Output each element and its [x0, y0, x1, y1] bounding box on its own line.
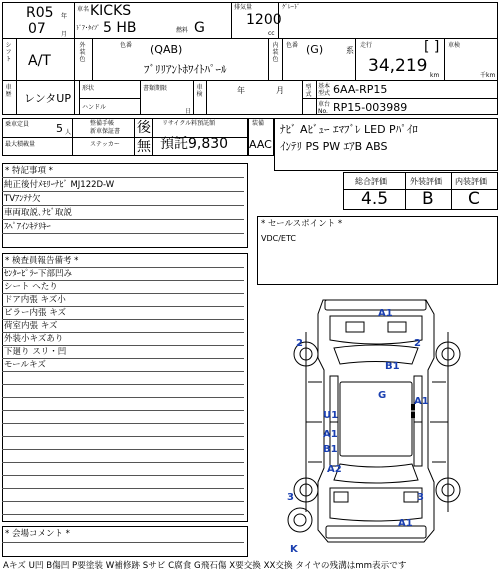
inspection-expiry-label: 車検 [196, 84, 203, 98]
damage-mark: B1 [385, 361, 400, 372]
damage-mark: K [290, 544, 298, 555]
damage-mark: 2 [296, 338, 303, 349]
model-label: 型式 [305, 84, 312, 98]
grade-label: ｸﾞﾚｰﾄﾞ [282, 4, 301, 11]
damage-mark: G [378, 390, 387, 401]
damage-mark: 2 [414, 338, 421, 349]
year-unit: 年 [61, 13, 68, 20]
model-code: 6AA-RP15 [333, 83, 388, 96]
aircon: AAC [249, 138, 272, 151]
inspection-unit: 千km [480, 72, 496, 79]
none-label: 無 [137, 139, 151, 155]
inspector-note-line: 下廻り スリ・凹 [4, 347, 67, 357]
month: 07 [28, 21, 46, 37]
damage-mark: 3 [417, 492, 424, 503]
inspector-note-line: 外装小キズあり [4, 334, 64, 344]
damage-legend: Aキズ U凹 B傷凹 P要塗装 W補修跡 Sサビ C腐食 G飛石傷 X要交換 XX交換 タイヤの残溝はmm表示です [3, 561, 407, 571]
damage-mark: A1 [378, 308, 393, 319]
sales-points-text: VDC/ETC [261, 234, 296, 243]
damage-mark: A2 [327, 464, 342, 475]
equipment-line-1: ﾅﾋﾞ Aﾋﾞｭｰ ｴﾏﾌﾞﾚ LED Pﾊﾟｲﾛ [280, 123, 418, 136]
damage-mark: B1 [323, 444, 338, 455]
steering-label: ハンドル [82, 104, 107, 111]
damage-mark: U1 [323, 410, 339, 421]
damage-mark: A1 [398, 518, 413, 529]
shape-label: 形状 [82, 85, 95, 92]
interior-color-label: 内装色 [272, 42, 279, 63]
special-note-line: 車両取説､ﾅﾋﾞ取説 [4, 208, 73, 218]
inspector-note-line: 荷室内張 キズ [4, 321, 58, 331]
document-date-label: 書類期限 [143, 85, 168, 92]
special-note-line: ｽﾍﾟｱｲﾝｷﾃﾘｷｰ [4, 222, 51, 232]
capacity-unit: 人 [65, 129, 72, 136]
displacement: 1200 [246, 12, 282, 28]
shift-label: シフト [5, 42, 12, 63]
inspector-note-line: ピラー内張 キズ [4, 308, 67, 318]
inspection-month-label: 月 [276, 86, 284, 95]
inspector-note-line: モールキズ [4, 360, 46, 370]
base-model-label: 基本型式 [318, 83, 331, 97]
exterior-color-label: 外装色 [79, 42, 86, 63]
document-day-label: 日 [185, 108, 192, 115]
mileage-label: 走行 [360, 42, 373, 49]
sticker-label: ステッカー [90, 141, 120, 148]
venue-comment-title: * 会場コメント * [5, 529, 70, 539]
recycle-fee: 預託9,830 [160, 136, 229, 152]
max-load-label: 最大積載量 [5, 141, 36, 148]
capacity: 5 [56, 122, 63, 135]
interior-color-number-label: 色番 [286, 42, 299, 49]
special-note-line: 純正後付ﾒﾓﾘｰﾅﾋﾞ MJ122D-W [4, 180, 115, 190]
exterior-grade-label: 外装評価 [410, 177, 442, 186]
exterior-grade: B [422, 189, 434, 209]
damage-mark: A1 [414, 396, 429, 407]
chassis-number: RP15-003989 [333, 101, 408, 114]
vehicle-history-label: 車歴 [5, 84, 12, 98]
mileage-bracket: [ ] [424, 39, 440, 55]
car-name: KICKS [90, 3, 132, 19]
door-type-label: ﾄﾞｱ･ﾀｲﾌﾟ [76, 25, 101, 32]
recycle-label: リサイクル料預託額 [162, 120, 216, 127]
new-car-warranty-label: 新車保証書 [90, 128, 121, 135]
interior-grade: C [468, 189, 480, 209]
car-name-label: 車名 [77, 6, 90, 13]
color-name: ﾌﾞﾘﾘｱﾝﾄﾎﾜｲﾄﾊﾟｰﾙ [144, 63, 227, 76]
rear-label: 後 [137, 120, 151, 136]
door-type: 5 HB [103, 20, 137, 36]
equipment-label: 装備 [252, 120, 265, 127]
sales-points-title: * セールスポイント * [261, 219, 343, 229]
interior-grade-label: 内装評価 [455, 177, 487, 186]
inspector-note-line: ｾﾝﾀｰﾋﾟﾗｰ下部凹み [4, 269, 73, 279]
special-note-line: TVｱﾝﾃﾅ欠 [4, 194, 41, 204]
equipment-line-2: ｲﾝﾃﾘ PS PW ｴｱB ABS [280, 140, 388, 153]
shift-value: A/T [28, 53, 51, 69]
inspection-label: 車検 [448, 42, 461, 49]
month-unit: 月 [61, 31, 68, 38]
damage-mark: A1 [323, 429, 338, 440]
km-unit: km [430, 72, 440, 79]
vehicle-history: レンタUP [24, 92, 71, 105]
inspection-year-label: 年 [237, 86, 245, 95]
year-era: R05 [26, 5, 54, 21]
inspector-note-line: ドア内張 キズ小 [4, 295, 66, 305]
chassis-label: 車台No. [318, 101, 331, 115]
displacement-label: 排気量 [234, 4, 253, 11]
special-notes-title: * 特記事項 * [5, 166, 53, 176]
color-number-label: 色番 [120, 42, 133, 49]
fuel-label: 燃料 [176, 27, 189, 34]
car-diagram [278, 292, 478, 554]
capacity-label: 乗車定員 [5, 121, 30, 128]
total-grade: 4.5 [361, 189, 389, 209]
damage-mark: 3 [287, 492, 294, 503]
system-label: 系 [346, 46, 354, 55]
interior-color-code: (G) [306, 43, 324, 56]
mileage-value: 34,219 [368, 56, 428, 76]
cc-unit: cc [268, 30, 275, 37]
fuel: G [194, 20, 205, 36]
color-code: (QAB) [150, 43, 183, 56]
service-record-label: 整備手帳 [90, 120, 115, 127]
inspector-notes-title: * 検査員報告備考 * [5, 256, 79, 266]
inspector-note-line: シート へたり [4, 282, 58, 292]
total-grade-label: 総合評価 [355, 177, 387, 186]
